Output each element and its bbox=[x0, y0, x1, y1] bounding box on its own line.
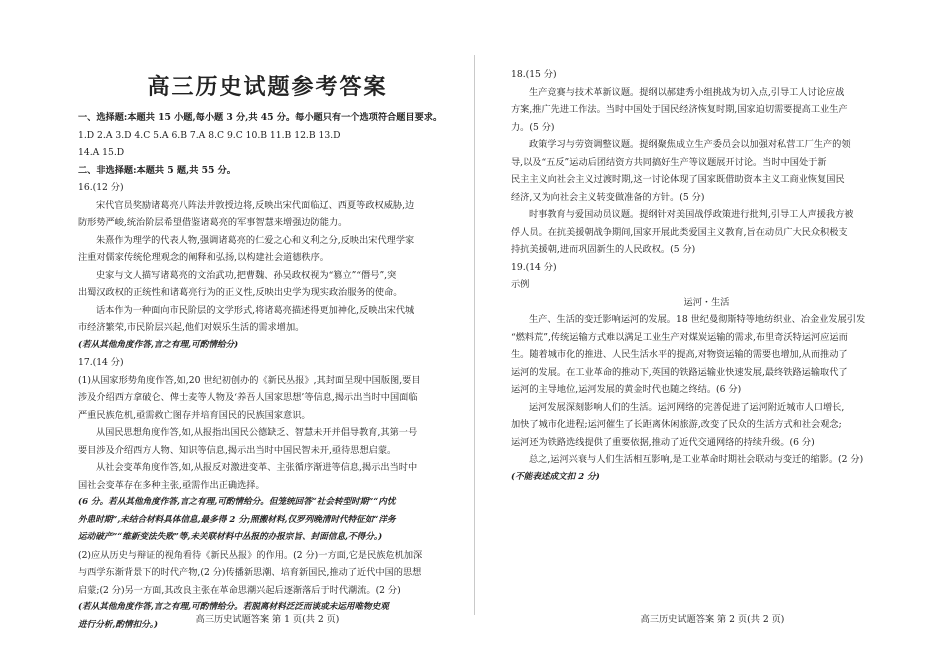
essay-title: 运河・生活 bbox=[683, 296, 730, 308]
answer-line: 民主主义向社会主义过渡时期,这一讨论体现了国家既借助资本主义工商业恢复国民 bbox=[511, 174, 845, 185]
answer-line: 朱熹作为理学的代表人物,强调诸葛亮的仁爱之心和义利之分,反映出宋代理学家 bbox=[96, 234, 415, 246]
answer-line: 1.D 2.A 3.D 4.C 5.A 6.B 7.A 8.C 9.C 10.B 11.B 12.B 13.D bbox=[78, 129, 341, 141]
answer-line: 市经济繁荣,市民阶层兴起,他们对娱乐生活的需求增加。 bbox=[78, 322, 305, 333]
answer-line: 持抗美援朝,进而巩固新生的人民政权。(5 分) bbox=[511, 244, 696, 255]
grading-note: 进行分析,酌情扣分。) bbox=[78, 619, 159, 630]
question-heading: 16.(12 分) bbox=[78, 182, 124, 193]
answer-line: 力。(5 分) bbox=[511, 121, 555, 133]
answer-line: 要目涉及介绍西方人物、知识等信息,揭示出当时中国民智未开,亟待思想启蒙。 bbox=[78, 444, 397, 456]
page-footer-right: 高三历史试题答案 第 2 页(共 2 页) bbox=[640, 614, 785, 625]
page-footer-left: 高三历史试题答案 第 1 页(共 2 页) bbox=[195, 614, 340, 625]
answer-line: 经济,又为向社会主义转变做准备的方针。(5 分) bbox=[511, 191, 705, 203]
question-heading: 17.(14 分) bbox=[78, 357, 124, 368]
right-page bbox=[475, 0, 950, 663]
answer-line: 宋代官员奖励诸葛亮八阵法并敦授边将,反映出宋代面临辽、西夏等政权威胁,边 bbox=[96, 199, 415, 211]
answer-line: 史家与文人描写诸葛亮的文治武功,把曹魏、孙吴政权视为“篡立”“僭号”,突 bbox=[96, 269, 397, 281]
answer-line: 从社会变革角度作答,如,从报反对激进变革、主张循序渐进等信息,揭示出当时中 bbox=[96, 462, 418, 473]
answer-line: 话本作为一种面向市民阶层的文学形式,将诸葛亮描述得更加神化,反映出宋代城 bbox=[96, 304, 415, 316]
answer-line: 14.A 15.D bbox=[78, 147, 125, 158]
question-heading: 18.(15 分) bbox=[511, 69, 557, 80]
section-heading: 一、选择题:本题共 15 小题,每小题 3 分,共 45 分。每小题只有一个选项符合题目要求。 bbox=[78, 112, 443, 123]
grading-note: (若从其他角度作答,言之有理,可酌情给分。若脱离材料泛泛而谈或未运用唯物史观 bbox=[78, 602, 389, 612]
answer-line: 生产竞赛与技术革新议题。提纲以郝建秀小组挑战为切入点,引导工人讨论应战 bbox=[529, 86, 845, 98]
answer-line: “燃料荒”,传统运输方式难以满足工业生产对煤炭运输的需求,布里奇沃特运河应运而 bbox=[511, 331, 848, 343]
question-heading: 19.(14 分) bbox=[511, 261, 557, 273]
answer-line: 时事教育与爱国动员议题。提纲针对美国战俘政策进行批判,引导工人声援我方被 bbox=[529, 209, 854, 220]
answer-line: 严重民族危机,亟需救亡图存并培育国民的民族国家意识。 bbox=[78, 409, 311, 421]
answer-line: 启蒙;(2 分)另一方面,其改良主张在革命思潮兴起后逐渐落后于时代潮流。(2 分) bbox=[78, 584, 401, 596]
answer-line: 运河发展深刻影响人们的生活。运河网络的完善促进了运河附近城市人口增长, bbox=[529, 401, 845, 413]
grading-note: 运动破产”“维新变法失败”等,未关联材料中丛报的办报宗旨、封面信息,不得分。) bbox=[78, 532, 383, 542]
section-heading: 二、非选择题:本题共 5 题,共 55 分。 bbox=[78, 164, 236, 176]
answer-line: 国社会变革存在多种主张,亟需作出正确选择。 bbox=[78, 479, 265, 491]
example-label: 示例 bbox=[511, 279, 530, 290]
answer-line: 总之,运河兴衰与人们生活相互影响,是工业革命时期社会联动与变迁的缩影。(2 分) bbox=[529, 454, 864, 465]
answer-line: (1)从国家形势角度作答,如,20 世纪初创办的《新民丛报》,其封面呈现中国版图,要目 bbox=[78, 374, 421, 386]
grading-note: (6 分。若从其他角度作答,言之有理,可酌情给分。但笼统回答“社会转型时期”“内忧 bbox=[78, 497, 396, 507]
answer-line: 涉及介绍西方拿破仑、俾士麦等人物及‘养吾人国家思想’等信息,揭示出当时中国面临 bbox=[78, 392, 418, 403]
answer-line: 运河的发展。在工业革命的推动下,英国的铁路运输业快速发展,最终铁路运输取代了 bbox=[511, 366, 848, 378]
answer-line: 运河的主导地位,运河发展的黄金时代也随之终结。(6 分) bbox=[511, 384, 742, 395]
answer-line: 运河还为铁路选线提供了重要依据,推动了近代交通网络的持续升级。(6 分) bbox=[511, 436, 815, 448]
answer-line: 加快了城市化进程;运河催生了长距离休闲旅游,改变了民众的生活方式和社会观念; bbox=[511, 419, 842, 430]
answer-line: 生产、生活的变迁影响运河的发展。18 世纪曼彻斯特等地纺织业、冶金业发展引发 bbox=[529, 314, 866, 325]
answer-line: 俘人员。在抗美援朝战争期间,国家开展此类爱国主义教育,旨在动员广大民众积极支 bbox=[511, 226, 848, 238]
answer-line: 方案,推广先进工作法。当时中国处于国民经济恢复时期,国家迫切需要提高工业生产 bbox=[511, 104, 848, 115]
answer-line: 注重对儒家传统伦理观念的阐释和弘扬,以构建社会道德秩序。 bbox=[78, 252, 329, 263]
grading-note: (不能表述成文扣 2 分) bbox=[511, 471, 600, 482]
answer-line: 从国民思想角度作答,如,从报指出国民公德缺乏、智慧未开并倡导教育,其第一号 bbox=[96, 427, 418, 438]
answer-line: 出蜀汉政权的正统性和诸葛亮行为的正义性,反映出史学为现实政治服务的使命。 bbox=[78, 287, 403, 298]
answer-line: 生。随着城市化的推进、人民生活水平的提高,对物资运输的需要也增加,从而推动了 bbox=[511, 349, 848, 360]
answer-line: (2)应从历史与辩证的视角看待《新民丛报》的作用。(2 分)一方面,它是民族危机加深 bbox=[78, 549, 423, 561]
answer-line: 政策学习与劳资调整议题。提纲聚焦成立生产委员会以加强对私营工厂生产的领 bbox=[529, 139, 851, 150]
page-title: 高三历史试题参考答案 bbox=[147, 74, 388, 100]
grading-note: 外患时期”,未结合材料具体信息,最多得 2 分;照搬材料,仅罗列晚清时代特征如“洋务 bbox=[78, 514, 396, 525]
answer-line: 与西学东渐背景下的时代产物,(2 分)传播新思潮、培育新国民,推动了近代中国的思想 bbox=[78, 567, 422, 578]
answer-line: 防形势严峻,统治阶层希望借鉴诸葛亮的军事智慧来增强边防能力。 bbox=[78, 217, 348, 228]
grading-note: (若从其他角度作答,言之有理,可酌情给分) bbox=[78, 339, 239, 350]
answer-line: 导,以及“五反”运动后团结资方共同搞好生产等议题展开讨论。当时中国处于新 bbox=[511, 156, 827, 168]
